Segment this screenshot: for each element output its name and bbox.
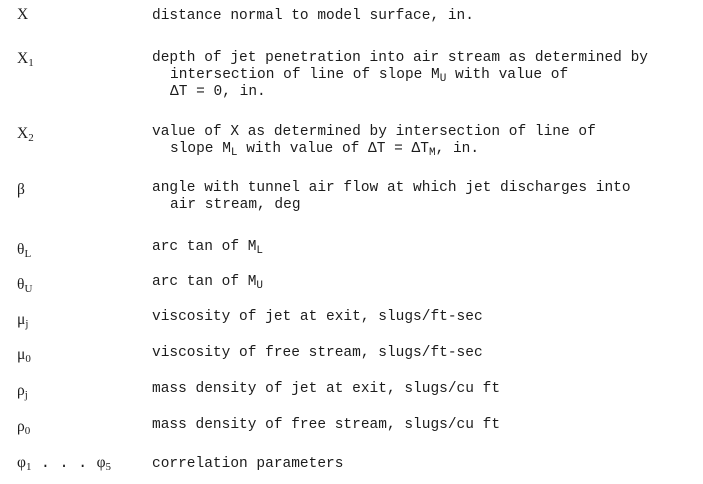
symbol-rho-j: $\rho_j$ bbox=[17, 382, 28, 401]
definition-theta-l: arc tan of $M_L$ bbox=[152, 239, 264, 257]
symbol-x2: $X_2$ bbox=[17, 125, 34, 144]
symbol-phi-range: $\varphi_1$ . . . $\varphi_5$ bbox=[17, 454, 112, 473]
definition-mu-0: viscosity of free stream, slugs/ft-sec bbox=[152, 345, 483, 361]
definition-x2: value of X as determined by intersection of line of slope $M_L$ with value of $\Delta T = \Delta T_M$, in. bbox=[152, 124, 596, 159]
symbol-rho-0: $\rho_0$ bbox=[17, 418, 31, 437]
symbol-mu-0: $\mu_0$ bbox=[17, 346, 31, 365]
definition-theta-u: arc tan of $M_U$ bbox=[152, 274, 264, 292]
definition-phi-range: correlation parameters bbox=[152, 456, 344, 472]
definition-x1: depth of jet penetration into air stream as determined by intersection of line of slope $M_U$ with value of ΔT = 0, in. bbox=[152, 50, 648, 100]
definition-beta: angle with tunnel air flow at which jet discharges into air stream, deg bbox=[152, 180, 631, 213]
symbol-theta-u: $\theta_U$ bbox=[17, 276, 33, 295]
symbol-theta-l: $\theta_L$ bbox=[17, 241, 32, 260]
symbol-beta: β bbox=[17, 181, 25, 198]
symbol-x1: $X_1$ bbox=[17, 50, 34, 69]
definition-rho-j: mass density of jet at exit, slugs/cu ft bbox=[152, 381, 501, 397]
symbol-x: X bbox=[17, 6, 29, 23]
definition-rho-0: mass density of free stream, slugs/cu ft bbox=[152, 417, 501, 433]
definition-x: distance normal to model surface, in. bbox=[152, 8, 474, 24]
symbol-mu-j: $\mu_j$ bbox=[17, 311, 29, 330]
definition-mu-j: viscosity of jet at exit, slugs/ft-sec bbox=[152, 309, 483, 325]
